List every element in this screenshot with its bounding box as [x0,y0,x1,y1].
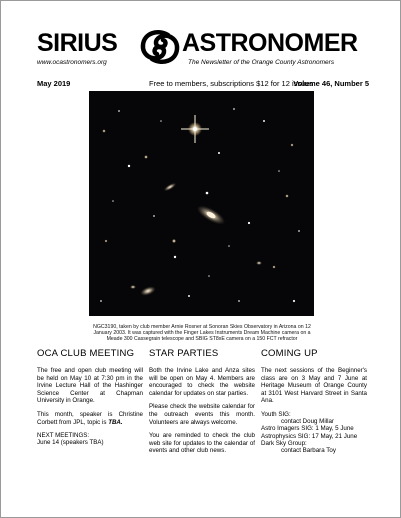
dark-sky-group-label: Dark Sky Group: [261,439,307,447]
coming-up-heading: COMING UP [261,348,318,359]
astrophysics-sig: Astrophysics SIG: 17 May, 21 June [261,432,358,440]
next-meetings-label: NEXT MEETINGS: [37,432,90,440]
club-meeting-section [37,348,143,447]
coming-up-section [261,348,367,454]
masthead-title-right: ASTRONOMER [182,29,358,57]
youth-sig-contact: contact Doug Millar [281,418,334,426]
speaker-topic: TBA. [108,418,123,426]
speaker-paragraph [37,411,143,426]
star-parties-paragraph-1: Both the Irvine Lake and Anza sites will be open on May 4. Members are encouraged to check the website calendar for updates on star parties. [149,367,255,397]
masthead-title-left: SIRIUS [37,29,118,57]
speaker-text: This month, speaker is Christine Corbett from JPL, topic is [37,410,143,426]
dark-sky-group-contact: contact Barbara Toy [281,446,336,454]
club-meeting-paragraph: The free and open club meeting will be held on May 10 at 7:30 pm in the Irvine Lecture Hall of the Hashinger Science Center at Chapman University in Orange. [37,367,143,405]
astro-imagers-sig: Astro Imagers SIG: 1 May, 5 June [261,425,354,433]
star-parties-heading: STAR PARTIES [149,348,219,359]
next-meetings-value: June 14 (speakers TBA) [37,439,104,447]
masthead [37,29,367,69]
website-url: www.ocastronomers.org [37,59,107,66]
club-meeting-heading: OCA CLUB MEETING [37,348,135,359]
galaxy-photo [89,91,314,316]
youth-sig-label: Youth SIG: [261,410,291,418]
star-parties-paragraph-3: You are reminded to check the club web site for updates to the calendar of events and other club news. [149,432,255,455]
issue-volume: Volume 46, Number 5 [293,79,369,88]
star-parties-paragraph-2: Please check the website calendar for the outreach events this month. Volunteers are always welcome. [149,403,255,426]
subscription-note: Free to members, subscriptions $12 for 12 issues [149,79,314,88]
galaxy-photo-image [89,91,314,316]
beginners-class-paragraph: The next sessions of the Beginner's class are on 3 May and 7 June at Heritage Museum of Orange County at 3101 West Harvard Street in Santa Ana. [261,367,367,405]
masthead-tagline: The Newsletter of the Orange County Astronomers [188,59,335,66]
oca-logo-icon [138,29,182,65]
star-parties-section [149,348,255,461]
issue-date: May 2019 [37,79,71,88]
photo-caption: NGC3190, taken by club member Arnie Rosner at Sonoran Skies Observatory in Arizona on 12 January 2003. It was captured with the Finger Lakes Instruments Dream Machine camera on a Meade 300 Cassegrain telescope and SBIG ST8xE camera on a 150 FCT refractor [93,324,311,343]
